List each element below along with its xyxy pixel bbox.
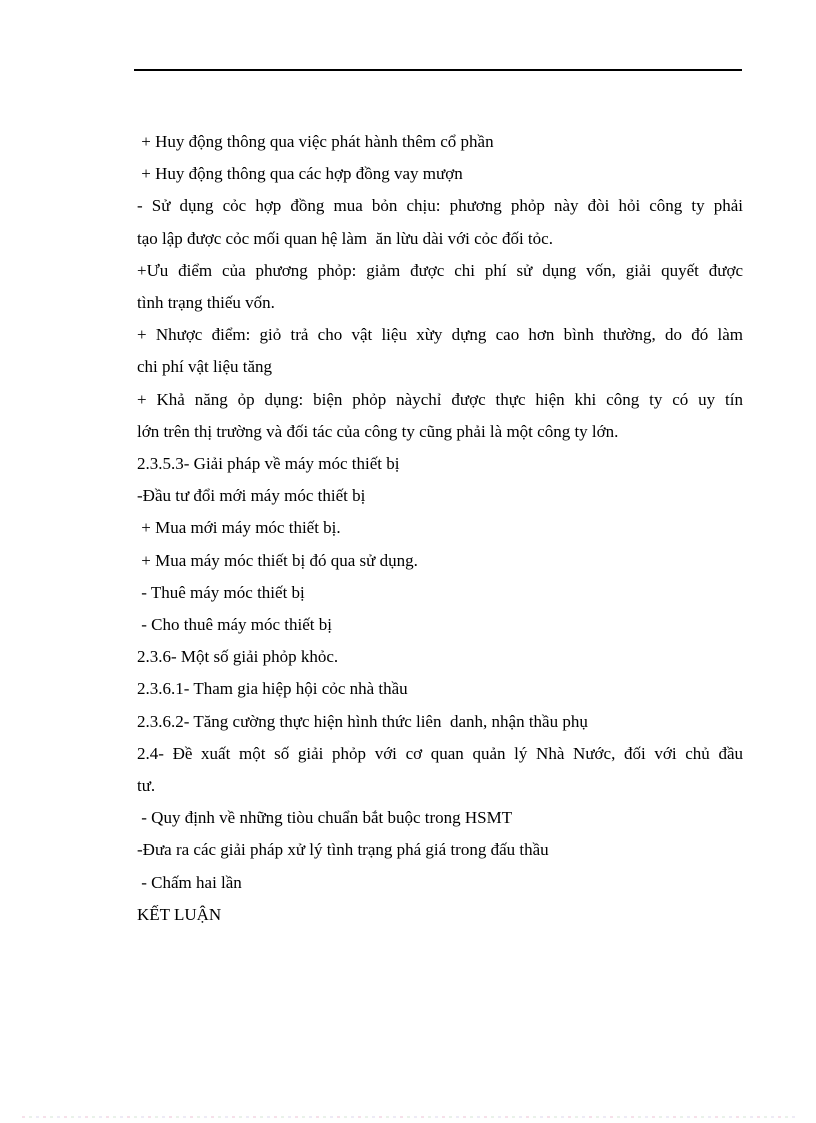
doc-line: + Khả năng ỏp dụng: biện phỏp nàychỉ được thực hiện khi công ty có uy tín: [137, 389, 743, 409]
section-heading: 2.3.6- Một số giải phỏp khỏc.: [137, 647, 339, 667]
section-heading: 2.4- Đề xuất một số giải phỏp với cơ quan quản lý Nhà Nước, đối với chủ đầu: [137, 743, 743, 763]
doc-line: + Mua mới máy móc thiết bị.: [137, 518, 341, 538]
doc-line: - Sử dụng cỏc hợp đồng mua bỏn chịu: phương phỏp này đòi hỏi công ty phải: [137, 196, 743, 216]
conclusion-heading: KẾT LUẬN: [137, 904, 222, 924]
doc-line: +Ưu điểm của phương phỏp: giảm được chi phí sử dụng vốn, giải quyết được: [137, 260, 743, 280]
section-heading: 2.3.5.3- Giải pháp về máy móc thiết bị: [137, 454, 400, 474]
doc-line: - Chấm hai lần: [137, 872, 242, 892]
section-heading: 2.3.6.2- Tăng cường thực hiện hình thức liên danh, nhận thầu phụ: [137, 711, 588, 731]
doc-line: tạo lập được cỏc mối quan hệ làm ăn lừu dài với cỏc đối tỏc.: [137, 228, 553, 248]
doc-line: - Thuê máy móc thiết bị: [137, 582, 305, 602]
section-heading: 2.3.6.1- Tham gia hiệp hội cỏc nhà thầu: [137, 679, 408, 699]
doc-line: - Quy định về những tiòu chuẩn bắt buộc trong HSMT: [137, 808, 513, 828]
doc-line: tư.: [137, 776, 156, 796]
doc-line: + Mua máy móc thiết bị đó qua sử dụng.: [137, 550, 418, 570]
doc-line: tình trạng thiếu vốn.: [137, 293, 275, 313]
doc-line: + Huy động thông qua việc phát hành thêm cổ phần: [137, 132, 494, 151]
doc-line: + Huy động thông qua các hợp đồng vay mượn: [137, 164, 463, 184]
doc-line: -Đầu tư đổi mới máy móc thiết bị: [137, 486, 366, 506]
doc-line: + Nhược điểm: giỏ trả cho vật liệu xừy dựng cao hơn bình thường, do đó làm: [137, 325, 743, 345]
doc-line: chi phí vật liệu tăng: [137, 357, 273, 377]
doc-line: lớn trên thị trường và đối tác của công ty cũng phải là một công ty lớn.: [137, 421, 619, 441]
doc-line: - Cho thuê máy móc thiết bị: [137, 615, 332, 635]
page-break-dotted-line: [22, 1116, 796, 1118]
doc-line: -Đưa ra các giải pháp xử lý tình trạng phá giá trong đấu thầu: [137, 840, 549, 860]
document-body: [137, 126, 743, 931]
header-rule: [134, 69, 742, 71]
